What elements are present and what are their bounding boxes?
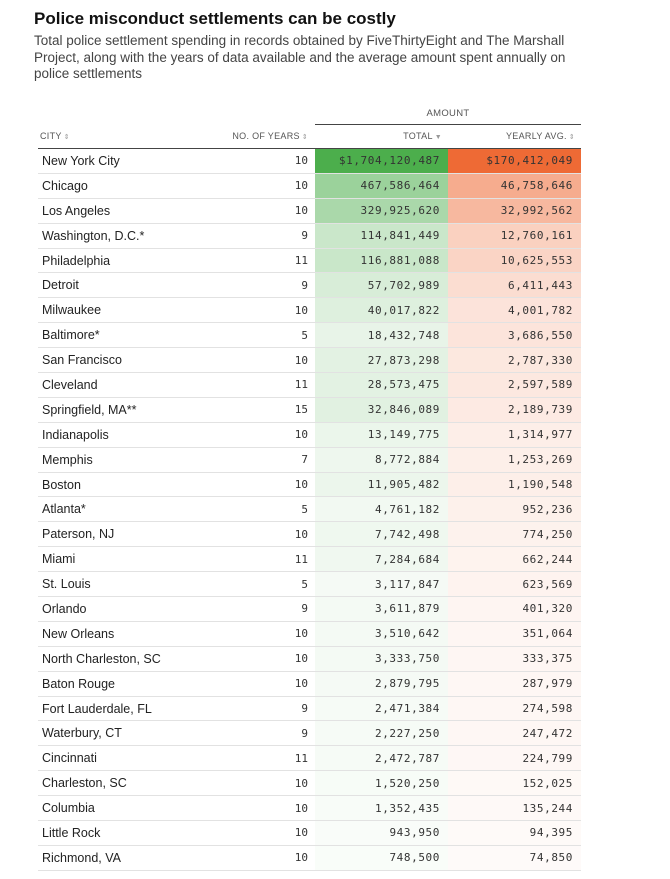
city-cell: Washington, D.C.* xyxy=(42,228,145,243)
yearly-avg-cell: 401,320 xyxy=(448,597,581,621)
table-row xyxy=(38,373,581,398)
total-cell: 27,873,298 xyxy=(315,348,448,372)
column-header-yearly-avg-label: YEARLY AVG. xyxy=(505,131,567,141)
years-cell: 10 xyxy=(294,478,308,492)
city-cell: North Charleston, SC xyxy=(42,651,161,666)
yearly-avg-cell: 6,411,443 xyxy=(448,273,581,297)
years-cell: 9 xyxy=(301,702,308,716)
yearly-avg-cell: 333,375 xyxy=(448,647,581,671)
column-header-city[interactable] xyxy=(40,124,70,148)
table-row xyxy=(38,821,581,846)
total-cell: 2,472,787 xyxy=(315,746,448,770)
table-row xyxy=(38,622,581,647)
years-cell: 10 xyxy=(294,527,308,541)
table-row xyxy=(38,473,581,498)
yearly-avg-cell: 774,250 xyxy=(448,522,581,546)
yearly-avg-cell: 1,190,548 xyxy=(448,473,581,497)
years-cell: 10 xyxy=(294,851,308,865)
total-cell: 3,611,879 xyxy=(315,597,448,621)
table-row xyxy=(38,497,581,522)
years-cell: 10 xyxy=(294,826,308,840)
years-cell: 10 xyxy=(294,776,308,790)
city-cell: Richmond, VA xyxy=(42,850,121,865)
yearly-avg-cell: 74,850 xyxy=(448,846,581,870)
yearly-avg-cell: 94,395 xyxy=(448,821,581,845)
years-cell: 10 xyxy=(294,652,308,666)
column-header-total-label: TOTAL xyxy=(403,131,433,141)
table-row xyxy=(38,796,581,821)
column-header-years-label: NO. OF YEARS xyxy=(232,131,300,141)
total-cell: 2,227,250 xyxy=(315,721,448,745)
years-cell: 5 xyxy=(301,502,308,516)
total-cell: 11,905,482 xyxy=(315,473,448,497)
total-cell: 4,761,182 xyxy=(315,497,448,521)
city-cell: Cincinnati xyxy=(42,751,97,766)
yearly-avg-cell: 2,787,330 xyxy=(448,348,581,372)
city-cell: Springfield, MA** xyxy=(42,402,137,417)
table-row xyxy=(38,846,581,871)
yearly-avg-cell: $170,412,049 xyxy=(448,149,581,173)
yearly-avg-cell: 4,001,782 xyxy=(448,298,581,322)
table-row xyxy=(38,522,581,547)
city-cell: Boston xyxy=(42,477,81,492)
yearly-avg-cell: 224,799 xyxy=(448,746,581,770)
sort-descending-icon: ▼ xyxy=(434,134,442,141)
years-cell: 10 xyxy=(294,154,308,168)
city-cell: Waterbury, CT xyxy=(42,726,122,741)
years-cell: 9 xyxy=(301,602,308,616)
total-cell: 13,149,775 xyxy=(315,423,448,447)
yearly-avg-cell: 1,253,269 xyxy=(448,448,581,472)
table-row xyxy=(38,448,581,473)
total-cell: 1,520,250 xyxy=(315,771,448,795)
table-row xyxy=(38,348,581,373)
column-header-years[interactable] xyxy=(186,124,308,148)
table-row xyxy=(38,721,581,746)
years-cell: 9 xyxy=(301,726,308,740)
total-cell: 467,586,464 xyxy=(315,174,448,198)
yearly-avg-cell: 623,569 xyxy=(448,572,581,596)
column-header-total[interactable] xyxy=(315,124,448,148)
table-body xyxy=(38,149,581,871)
years-cell: 10 xyxy=(294,204,308,218)
sort-icon: ⇕ xyxy=(568,134,575,141)
city-cell: Philadelphia xyxy=(42,253,111,268)
table-row xyxy=(38,273,581,298)
yearly-avg-cell: 287,979 xyxy=(448,672,581,696)
table-row xyxy=(38,697,581,722)
table-row xyxy=(38,771,581,796)
years-cell: 10 xyxy=(294,428,308,442)
years-cell: 11 xyxy=(294,751,308,765)
table-row xyxy=(38,672,581,697)
table-row xyxy=(38,647,581,672)
years-cell: 15 xyxy=(294,403,308,417)
yearly-avg-cell: 2,597,589 xyxy=(448,373,581,397)
total-cell: 57,702,989 xyxy=(315,273,448,297)
total-cell: 3,333,750 xyxy=(315,647,448,671)
yearly-avg-cell: 152,025 xyxy=(448,771,581,795)
total-cell: 2,471,384 xyxy=(315,697,448,721)
total-cell: 18,432,748 xyxy=(315,323,448,347)
city-cell: New Orleans xyxy=(42,626,115,641)
city-cell: Atlanta* xyxy=(42,502,86,517)
column-header-city-label: CITY xyxy=(40,131,62,141)
city-cell: Fort Lauderdale, FL xyxy=(42,701,152,716)
city-cell: Cleveland xyxy=(42,377,98,392)
years-cell: 11 xyxy=(294,552,308,566)
city-cell: Orlando xyxy=(42,601,87,616)
table-row xyxy=(38,174,581,199)
yearly-avg-cell: 351,064 xyxy=(448,622,581,646)
table-row xyxy=(38,746,581,771)
yearly-avg-cell: 3,686,550 xyxy=(448,323,581,347)
total-cell: 2,879,795 xyxy=(315,672,448,696)
city-cell: Indianapolis xyxy=(42,427,109,442)
total-cell: 7,284,684 xyxy=(315,547,448,571)
table-row xyxy=(38,597,581,622)
table-row xyxy=(38,249,581,274)
yearly-avg-cell: 32,992,562 xyxy=(448,199,581,223)
total-cell: 116,881,088 xyxy=(315,249,448,273)
city-cell: Memphis xyxy=(42,452,93,467)
city-cell: Detroit xyxy=(42,278,79,293)
total-cell: 8,772,884 xyxy=(315,448,448,472)
yearly-avg-cell: 952,236 xyxy=(448,497,581,521)
sort-icon: ⇕ xyxy=(301,134,308,141)
years-cell: 10 xyxy=(294,801,308,815)
city-cell: Columbia xyxy=(42,801,95,816)
city-cell: Baltimore* xyxy=(42,328,100,343)
yearly-avg-cell: 662,244 xyxy=(448,547,581,571)
total-cell: 28,573,475 xyxy=(315,373,448,397)
city-cell: Milwaukee xyxy=(42,303,102,318)
years-cell: 10 xyxy=(294,353,308,367)
total-cell: 40,017,822 xyxy=(315,298,448,322)
years-cell: 9 xyxy=(301,278,308,292)
years-cell: 9 xyxy=(301,229,308,243)
city-cell: Los Angeles xyxy=(42,203,111,218)
table-row xyxy=(38,323,581,348)
years-cell: 10 xyxy=(294,677,308,691)
total-cell: 114,841,449 xyxy=(315,224,448,248)
city-cell: Chicago xyxy=(42,178,88,193)
total-cell: 7,742,498 xyxy=(315,522,448,546)
city-cell: Charleston, SC xyxy=(42,776,127,791)
table-row xyxy=(38,572,581,597)
total-cell: 32,846,089 xyxy=(315,398,448,422)
years-cell: 10 xyxy=(294,179,308,193)
years-cell: 5 xyxy=(301,577,308,591)
years-cell: 11 xyxy=(294,378,308,392)
total-cell: 329,925,620 xyxy=(315,199,448,223)
table-row xyxy=(38,149,581,174)
yearly-avg-cell: 10,625,553 xyxy=(448,249,581,273)
yearly-avg-cell: 2,189,739 xyxy=(448,398,581,422)
years-cell: 10 xyxy=(294,627,308,641)
years-cell: 7 xyxy=(301,453,308,467)
table-row xyxy=(38,199,581,224)
total-cell: $1,704,120,487 xyxy=(315,149,448,173)
amount-group-header: AMOUNT xyxy=(315,104,581,125)
years-cell: 10 xyxy=(294,303,308,317)
table-row xyxy=(38,423,581,448)
years-cell: 5 xyxy=(301,328,308,342)
years-cell: 11 xyxy=(294,254,308,267)
yearly-avg-cell: 12,760,161 xyxy=(448,224,581,248)
total-cell: 3,510,642 xyxy=(315,622,448,646)
city-cell: San Francisco xyxy=(42,353,122,368)
chart-subtitle: Total police settlement spending in records obtained by FiveThirtyEight and The Marshall Project, along with the years of data available and the average amount spent annually on police settlements xyxy=(34,33,566,81)
yearly-avg-cell: 1,314,977 xyxy=(448,423,581,447)
total-cell: 3,117,847 xyxy=(315,572,448,596)
table-row xyxy=(38,298,581,323)
yearly-avg-cell: 274,598 xyxy=(448,697,581,721)
city-cell: Little Rock xyxy=(42,825,101,840)
city-cell: St. Louis xyxy=(42,577,91,592)
city-cell: Miami xyxy=(42,552,76,567)
city-cell: Baton Rouge xyxy=(42,676,115,691)
chart-title: Police misconduct settlements can be costly xyxy=(34,9,396,28)
city-cell: Paterson, NJ xyxy=(42,527,115,542)
table-row xyxy=(38,398,581,423)
city-cell: New York City xyxy=(42,153,120,168)
table-row xyxy=(38,224,581,249)
yearly-avg-cell: 135,244 xyxy=(448,796,581,820)
column-header-yearly-avg[interactable] xyxy=(448,124,581,148)
sort-icon: ⇕ xyxy=(63,134,70,141)
total-cell: 1,352,435 xyxy=(315,796,448,820)
table-row xyxy=(38,547,581,572)
total-cell: 748,500 xyxy=(315,846,448,870)
yearly-avg-cell: 46,758,646 xyxy=(448,174,581,198)
total-cell: 943,950 xyxy=(315,821,448,845)
yearly-avg-cell: 247,472 xyxy=(448,721,581,745)
